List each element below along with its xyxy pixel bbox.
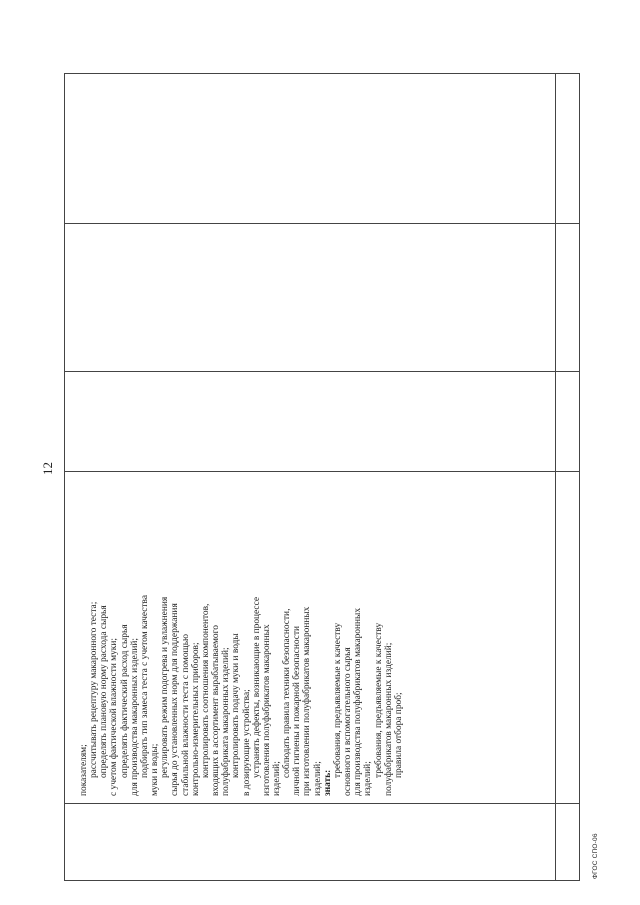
content-line: в дозирующие устройства; <box>241 689 252 796</box>
competency-table <box>64 73 580 881</box>
document-footer: ФГОС СПО-06 <box>592 833 599 879</box>
content-line: входящих в ассортимент вырабатываемого <box>211 625 222 796</box>
content-line: контролировать подачу муки и воды <box>231 633 242 778</box>
page-number: 12 <box>40 462 55 475</box>
table-column-divider <box>65 471 579 472</box>
content-line: полуфабриката макаронных изделий; <box>221 647 232 796</box>
content-line: сырья до установленных норм для поддержания <box>170 603 181 796</box>
content-line: знать: <box>322 769 333 796</box>
content-line: подбирать тип замеса теста с учетом качества <box>139 595 150 778</box>
content-line: полуфабрикатов макаронных изделий; <box>383 642 394 796</box>
content-line: правила отбора проб; <box>393 692 404 778</box>
table-row-divider <box>555 74 556 880</box>
skills-knowledge-cell <box>79 478 404 796</box>
content-line: личной гигиены и пожарной безопасности <box>292 625 303 796</box>
content-line: требования, предъявляемые к качеству <box>373 622 384 778</box>
table-column-divider <box>65 223 579 224</box>
content-line: муки и воды; <box>150 743 161 796</box>
content-line: устранять дефекты, возникающие в процессе <box>251 596 262 778</box>
content-line: изделий; <box>312 761 323 796</box>
content-line: основного и вспомогательного сырья <box>343 647 354 796</box>
table-column-divider <box>65 803 579 804</box>
content-line: определять фактический расход сырья <box>119 624 130 778</box>
content-line: регулировать режим подогрева и увлажнения <box>160 596 171 778</box>
table-column-divider <box>65 371 579 372</box>
content-line: требования, предъявляемые к качеству <box>332 622 343 778</box>
content-line: для производства полуфабрикатов макаронных <box>353 607 364 796</box>
content-line: определять плановую норму расхода сырья <box>99 605 110 778</box>
content-line: изделий; <box>363 761 374 796</box>
content-line: соблюдать правила техники безопасности, <box>282 608 293 778</box>
content-line: показателям; <box>79 744 89 796</box>
content-line: изготовления полуфабрикатов макаронных <box>261 624 272 796</box>
content-line: с учетом фактической влажности муки; <box>109 638 120 796</box>
content-line: рассчитывать рецептуру макаронного теста; <box>89 601 100 778</box>
content-line: изделий; <box>271 761 282 796</box>
content-line: для производства макаронных изделий; <box>129 638 140 796</box>
content-line: стабильной влажности теста с помощью <box>180 633 191 796</box>
content-line: контрольно-измерительных приборов; <box>190 642 201 796</box>
content-line: при изготовлении полуфабрикатов макаронных <box>302 606 313 796</box>
content-line: контролировать соотношения компонентов, <box>200 603 211 778</box>
